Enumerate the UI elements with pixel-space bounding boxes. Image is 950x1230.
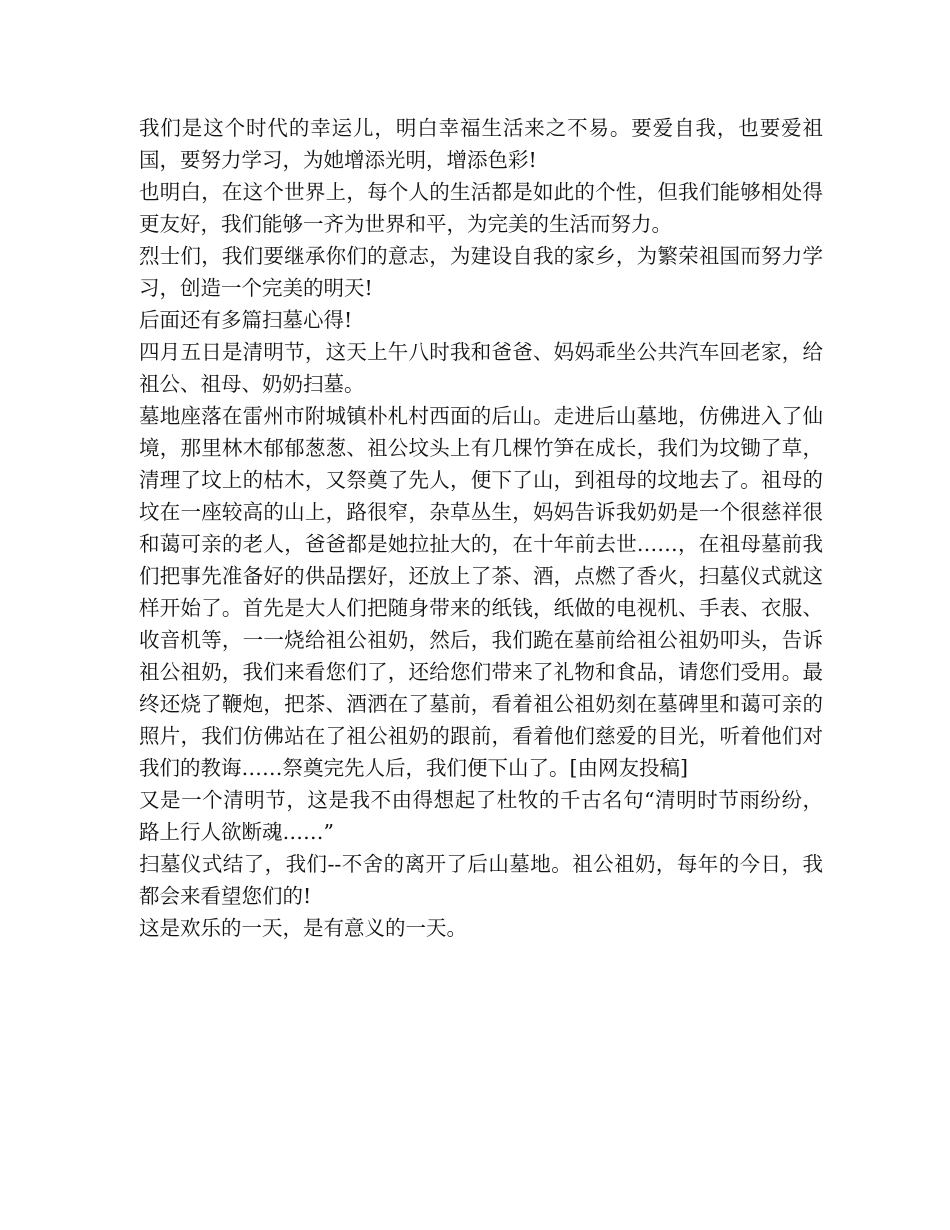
paragraph-4: 后面还有多篇扫墓心得! (139, 308, 353, 332)
paragraph-3: 烈士们，我们要继承你们的意志，为建设自我的家乡，为繁荣祖国而努力学习，创造一个完美的明天! (139, 244, 823, 300)
paragraph-2: 也明白，在这个世界上，每个人的生活都是如此的个性，但我们能够相处得更友好，我们能够一齐为世界和平，为完美的生活而努力。 (139, 180, 823, 236)
paragraph-9: 这是欢乐的一天，是有意义的一天。 (139, 916, 467, 940)
document-body (139, 112, 823, 944)
paragraph-7: 又是一个清明节，这是我不由得想起了杜牧的千古名句“清明时节雨纷纷，路上行人欲断魂……” (139, 788, 823, 844)
paragraph-1: 我们是这个时代的幸运儿，明白幸福生活来之不易。要爱自我，也要爱祖国，要努力学习，为她增添光明，增添色彩! (139, 116, 823, 172)
paragraph-5: 四月五日是清明节，这天上午八时我和爸爸、妈妈乖坐公共汽车回老家，给祖公、祖母、奶奶扫墓。 (139, 340, 823, 396)
paragraph-6: 墓地座落在雷州市附城镇朴札村西面的后山。走进后山墓地，仿佛进入了仙境，那里林木郁郁葱葱、祖公坟头上有几棵竹笋在成长，我们为坟锄了草，清理了坟上的枯木，又祭奠了先人，便下了山，到祖母的坟地去了。祖母的坟在一座较高的山上，路很窄，杂草丛生，妈妈告诉我奶奶是一个很慈祥很和蔼可亲的老人，爸爸都是她拉扯大的，在十年前去世……，在祖母墓前我们把事先准备好的供品摆好，还放上了茶、酒，点燃了香火，扫墓仪式就这样开始了。首先是大人们把随身带来的纸钱，纸做的电视机、手表、衣服、收音机等，一一烧给祖公祖奶，然后，我们跪在墓前给祖公祖奶叩头，告诉祖公祖奶，我们来看您们了，还给您们带来了礼物和食品，请您们受用。最终还烧了鞭炮，把茶、酒洒在了墓前，看着祖公祖奶刻在墓碑里和蔼可亲的照片，我们仿佛站在了祖公祖奶的跟前，看着他们慈爱的目光，听着他们对我们的教诲……祭奠完先人后，我们便下山了。[由网友投稿] (139, 404, 823, 780)
paragraph-8: 扫墓仪式结了，我们--不舍的离开了后山墓地。祖公祖奶，每年的今日，我都会来看望您们的! (139, 852, 823, 908)
